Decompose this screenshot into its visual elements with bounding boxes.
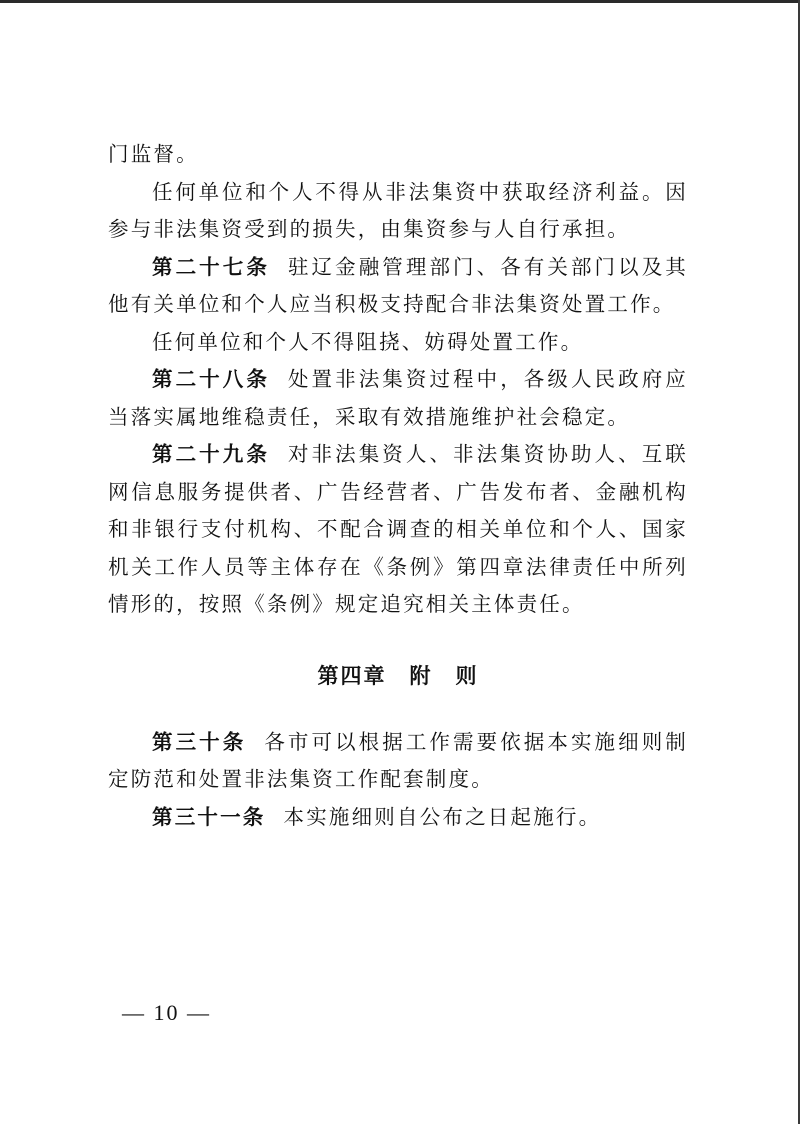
article-number: 第二十八条 [152,367,270,391]
paragraph-text: 门监督。 [108,142,199,166]
paragraph [108,249,688,324]
article-number: 第三十一条 [152,804,266,829]
paragraph [108,361,688,436]
document-body [108,136,688,836]
article-number: 第二十七条 [152,254,270,279]
paragraph [108,436,688,624]
paragraphs-after-chapter [108,724,688,837]
paragraph [108,799,688,837]
paragraph-text: 驻辽金融管理部门、各有关部门以及其他有关单位和个人应当积极支持配合非法集资处置工作。 [108,254,689,316]
paragraph-text: 任何单位和个人不得阻挠、妨碍处置工作。 [152,329,584,354]
article-number: 第二十九条 [152,442,270,466]
paragraph-text: 对非法集资人、非法集资协助人、互联网信息服务提供者、广告经营者、广告发布者、金融机构和非银行支付机构、不配合调查的相关单位和个人、国家机关工作人员等主体存在《条例》第四章法律责任中所列情形的，按照《条例》规定追究相关主体责任。 [108,442,689,616]
paragraph-text: 任何单位和个人不得从非法集资中获取经济利益。因参与非法集资受到的损失，由集资参与人自行承担。 [108,179,688,241]
paragraph [108,724,688,799]
paragraphs-before-chapter [108,136,688,624]
paragraph-text: 处置非法集资过程中，各级人民政府应当落实属地维稳责任，采取有效措施维护社会稳定。 [108,367,689,429]
paragraph [108,174,688,249]
paragraph-text: 本实施细则自公布之日起施行。 [283,804,602,829]
top-border-line [0,0,800,3]
paragraph [108,136,688,174]
article-number: 第三十条 [152,729,247,754]
chapter-heading: 第四章 附 则 [317,662,479,688]
paragraph-text: 各市可以根据工作需要依据本实施细则制定防范和处置非法集资工作配套制度。 [108,729,688,791]
paragraph [108,324,688,362]
page-number: — 10 — [122,1000,211,1025]
